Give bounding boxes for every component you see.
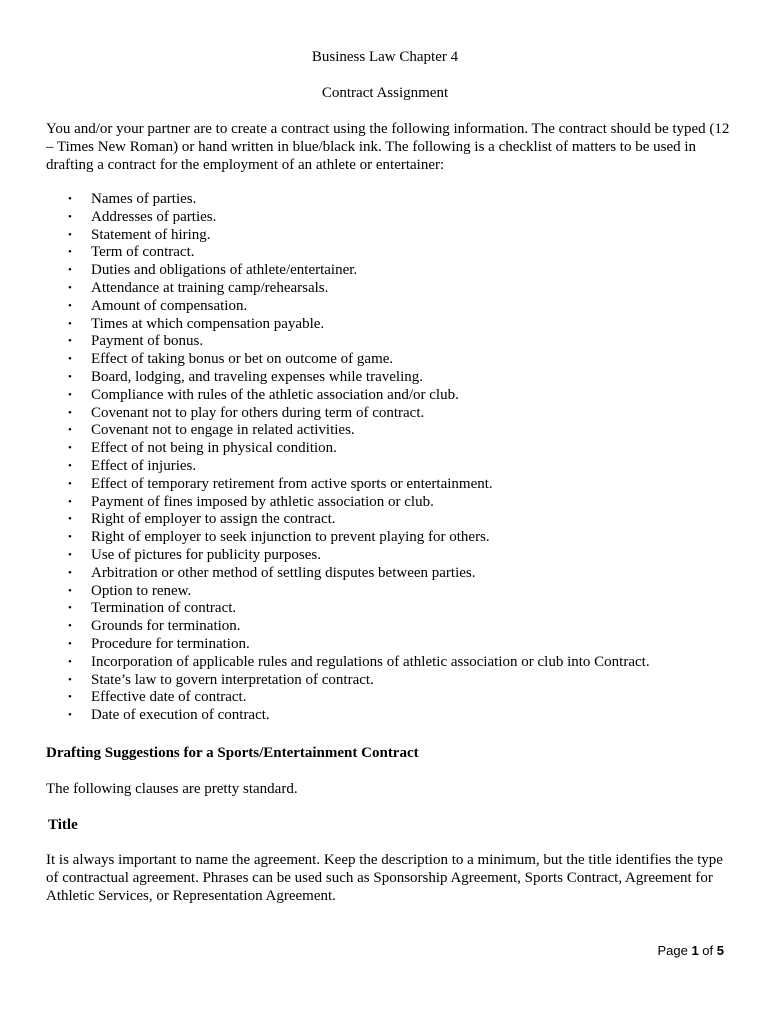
checklist-item: [46, 672, 736, 690]
checklist-item-text: Effect of taking bonus or bet on outcome of game.: [91, 351, 394, 368]
checklist-item-text: Incorporation of applicable rules and regulations of athletic association or club into Contract.: [91, 653, 650, 670]
intro-paragraph: You and/or your partner are to create a contract using the following information. The contract should be typed (12 – Times New Roman) or hand written in blue/black ink. The following is a checklist of matters to be used in drafting a contract for the employment of an athlete or entertainer:: [46, 121, 730, 173]
checklist-item: [46, 636, 736, 654]
bullet-icon: •: [68, 370, 72, 383]
checklist-item-text: Amount of compensation.: [91, 297, 248, 314]
document-title: Business Law Chapter 4: [311, 49, 459, 65]
checklist-item-text: Right of employer to assign the contract.: [91, 511, 336, 528]
document-subtitle: Contract Assignment: [321, 85, 449, 101]
checklist-item-text: Term of contract.: [91, 244, 195, 261]
checklist-item: [46, 440, 736, 458]
bullet-icon: •: [68, 228, 72, 241]
checklist-item: [46, 547, 736, 565]
page-label: Page: [657, 943, 688, 958]
bullet-icon: •: [68, 709, 72, 722]
title-heading: Title: [48, 817, 78, 833]
bullet-icon: •: [68, 335, 72, 348]
bullet-icon: •: [68, 246, 72, 259]
checklist-item: [46, 422, 736, 440]
checklist-item-text: Effective date of contract.: [91, 689, 247, 706]
checklist-item-text: Use of pictures for publicity purposes.: [91, 546, 321, 563]
bullet-icon: •: [68, 388, 72, 401]
checklist-item: [46, 316, 736, 334]
page-total: 5: [716, 943, 724, 958]
checklist-item-text: Payment of bonus.: [91, 333, 204, 350]
drafting-heading: Drafting Suggestions for a Sports/Entertainment Contract: [46, 745, 419, 761]
bullet-icon: •: [68, 495, 72, 508]
bullet-icon: •: [68, 691, 72, 704]
checklist-item-text: Effect of injuries.: [91, 457, 197, 474]
checklist-item: [46, 511, 736, 529]
bullet-icon: •: [68, 442, 72, 455]
bullet-icon: •: [68, 531, 72, 544]
checklist-item-text: Date of execution of contract.: [91, 707, 270, 724]
checklist-item-text: Board, lodging, and traveling expenses while traveling.: [91, 368, 423, 385]
checklist-item-text: Times at which compensation payable.: [91, 315, 325, 332]
checklist-item-text: Covenant not to play for others during term of contract.: [91, 404, 425, 421]
bullet-icon: •: [68, 317, 72, 330]
checklist-item-text: Effect of temporary retirement from active sports or entertainment.: [91, 475, 493, 492]
checklist-item: [46, 458, 736, 476]
checklist-item: [46, 333, 736, 351]
checklist-item: [46, 476, 736, 494]
checklist-item: [46, 600, 736, 618]
checklist-item: [46, 191, 736, 209]
checklist-item: [46, 244, 736, 262]
bullet-icon: •: [68, 673, 72, 686]
checklist-item-text: Right of employer to seek injunction to prevent playing for others.: [91, 529, 490, 546]
checklist-item-text: Names of parties.: [91, 191, 197, 207]
checklist-item: [46, 280, 736, 298]
title-paragraph: It is always important to name the agreement. Keep the description to a minimum, but the title identifies the type of contractual agreement. Phrases can be used such as Sponsorship Agreement, Sports Contract, Agreement for Athletic Services, or Representation Agreement.: [46, 852, 723, 904]
bullet-icon: •: [68, 620, 72, 633]
checklist-item: [46, 227, 736, 245]
bullet-icon: •: [68, 281, 72, 294]
bullet-icon: •: [68, 584, 72, 597]
checklist-item: [46, 209, 736, 227]
standard-clauses-text: The following clauses are pretty standard.: [46, 781, 298, 797]
bullet-icon: •: [68, 353, 72, 366]
bullet-icon: •: [68, 637, 72, 650]
bullet-icon: •: [68, 210, 72, 223]
checklist-item: [46, 262, 736, 280]
bullet-icon: •: [68, 655, 72, 668]
checklist-item-text: Attendance at training camp/rehearsals.: [91, 279, 329, 296]
page-current: 1: [691, 943, 699, 958]
bullet-icon: •: [68, 602, 72, 615]
bullet-icon: •: [68, 459, 72, 472]
checklist-item: [46, 494, 736, 512]
bullet-icon: •: [68, 477, 72, 490]
checklist-item-text: Addresses of parties.: [91, 208, 217, 225]
bullet-icon: •: [68, 513, 72, 526]
checklist-item: [46, 565, 736, 583]
bullet-icon: •: [68, 424, 72, 437]
checklist-item: [46, 387, 736, 405]
checklist-item: [46, 351, 736, 369]
bullet-icon: •: [68, 299, 72, 312]
checklist-item-text: Grounds for termination.: [91, 618, 241, 635]
checklist-item-text: State’s law to govern interpretation of contract.: [91, 671, 374, 688]
checklist-item: [46, 405, 736, 423]
bullet-icon: •: [68, 548, 72, 561]
checklist-item: [46, 689, 736, 707]
page-number: [657, 943, 724, 959]
bullet-icon: •: [68, 193, 72, 205]
checklist: [46, 191, 736, 725]
checklist-item-text: Duties and obligations of athlete/entertainer.: [91, 262, 358, 279]
checklist-item-text: Compliance with rules of the athletic association and/or club.: [91, 386, 459, 403]
checklist-item: [46, 298, 736, 316]
bullet-icon: •: [68, 566, 72, 579]
checklist-item-text: Option to renew.: [91, 582, 192, 599]
bullet-icon: •: [68, 406, 72, 419]
checklist-item: [46, 654, 736, 672]
checklist-item: [46, 618, 736, 636]
checklist-item: [46, 583, 736, 601]
checklist-item-text: Statement of hiring.: [91, 226, 211, 243]
checklist-item-text: Procedure for termination.: [91, 635, 250, 652]
bullet-icon: •: [68, 264, 72, 277]
checklist-item-text: Termination of contract.: [91, 600, 237, 617]
checklist-item: [46, 369, 736, 387]
checklist-item-text: Arbitration or other method of settling disputes between parties.: [91, 564, 476, 581]
page-of-label: of: [702, 943, 714, 958]
checklist-item-text: Effect of not being in physical condition.: [91, 440, 337, 457]
checklist-item-text: Covenant not to engage in related activities.: [91, 422, 355, 439]
checklist-item: [46, 707, 736, 725]
checklist-item: [46, 529, 736, 547]
checklist-item-text: Payment of fines imposed by athletic association or club.: [91, 493, 434, 510]
